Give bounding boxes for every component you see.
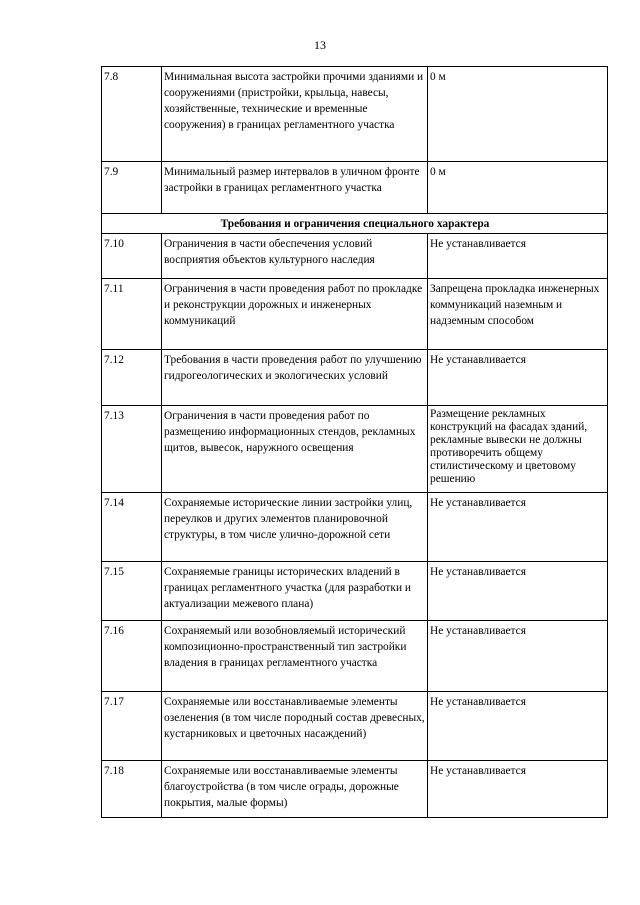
- row-value: Размещение рекламных конструкций на фасадах зданий, рекламные вывески не должны противоречить общему стилистическому и цветовому решению: [428, 406, 608, 493]
- row-description: Минимальная высота застройки прочими зданиями и сооружениями (пристройки, крыльца, навесы, хозяйственные, технические и временные сооружения) в границах регламентного участка: [162, 67, 428, 162]
- row-number: 7.12: [102, 350, 162, 406]
- row-number: 7.10: [102, 234, 162, 279]
- row-description: Сохраняемые границы исторических владений в границах регламентного участка (для разработки и актуализации межевого плана): [162, 562, 428, 621]
- row-description: Минимальный размер интервалов в уличном фронте застройки в границах регламентного участка: [162, 162, 428, 214]
- row-number: 7.16: [102, 621, 162, 692]
- row-number: 7.14: [102, 493, 162, 562]
- row-description: Ограничения в части проведения работ по прокладке и реконструкции дорожных и инженерных коммуникаций: [162, 279, 428, 350]
- row-number: 7.11: [102, 279, 162, 350]
- table-row: [102, 562, 608, 621]
- row-value: Не устанавливается: [428, 692, 608, 761]
- row-number: 7.17: [102, 692, 162, 761]
- table-row: [102, 692, 608, 761]
- row-number: 7.18: [102, 761, 162, 818]
- row-description: Сохраняемые или восстанавливаемые элементы благоустройства (в том числе ограды, дорожные покрытия, малые формы): [162, 761, 428, 818]
- table-row: [102, 621, 608, 692]
- table-row: [102, 234, 608, 279]
- table-row: [102, 162, 608, 214]
- row-value: Не устанавливается: [428, 621, 608, 692]
- row-value: Не устанавливается: [428, 562, 608, 621]
- row-description: Сохраняемые исторические линии застройки улиц, переулков и других элементов планировочной структуры, в том числе улично-дорожной сети: [162, 493, 428, 562]
- row-value: 0 м: [428, 162, 608, 214]
- row-description: Сохраняемый или возобновляемый исторический композиционно-пространственный тип застройки владения в границах регламентного участка: [162, 621, 428, 692]
- table-row: [102, 279, 608, 350]
- table-row: [102, 761, 608, 818]
- table-row: [102, 493, 608, 562]
- row-value: Не устанавливается: [428, 493, 608, 562]
- row-value: Не устанавливается: [428, 350, 608, 406]
- row-description: Сохраняемые или восстанавливаемые элементы озеленения (в том числе породный состав древесных, кустарниковых и цветочных насаждений): [162, 692, 428, 761]
- section-header-row: [102, 214, 608, 234]
- page-number: 13: [314, 38, 326, 52]
- table-row: [102, 406, 608, 493]
- table-row: [102, 67, 608, 162]
- row-description: Требования в части проведения работ по улучшению гидрогеологических и экологических условий: [162, 350, 428, 406]
- row-number: 7.13: [102, 406, 162, 493]
- row-value: 0 м: [428, 67, 608, 162]
- row-number: 7.9: [102, 162, 162, 214]
- row-value: Запрещена прокладка инженерных коммуникаций наземным и надземным способом: [428, 279, 608, 350]
- regulations-table: [101, 66, 608, 818]
- row-description: Ограничения в части проведения работ по размещению информационных стендов, рекламных щитов, вывесок, наружного освещения: [162, 406, 428, 493]
- row-description: Ограничения в части обеспечения условий восприятия объектов культурного наследия: [162, 234, 428, 279]
- table-row: [102, 350, 608, 406]
- row-value: Не устанавливается: [428, 761, 608, 818]
- row-number: 7.15: [102, 562, 162, 621]
- row-value: Не устанавливается: [428, 234, 608, 279]
- section-title: Требования и ограничения специального характера: [102, 214, 608, 234]
- row-number: 7.8: [102, 67, 162, 162]
